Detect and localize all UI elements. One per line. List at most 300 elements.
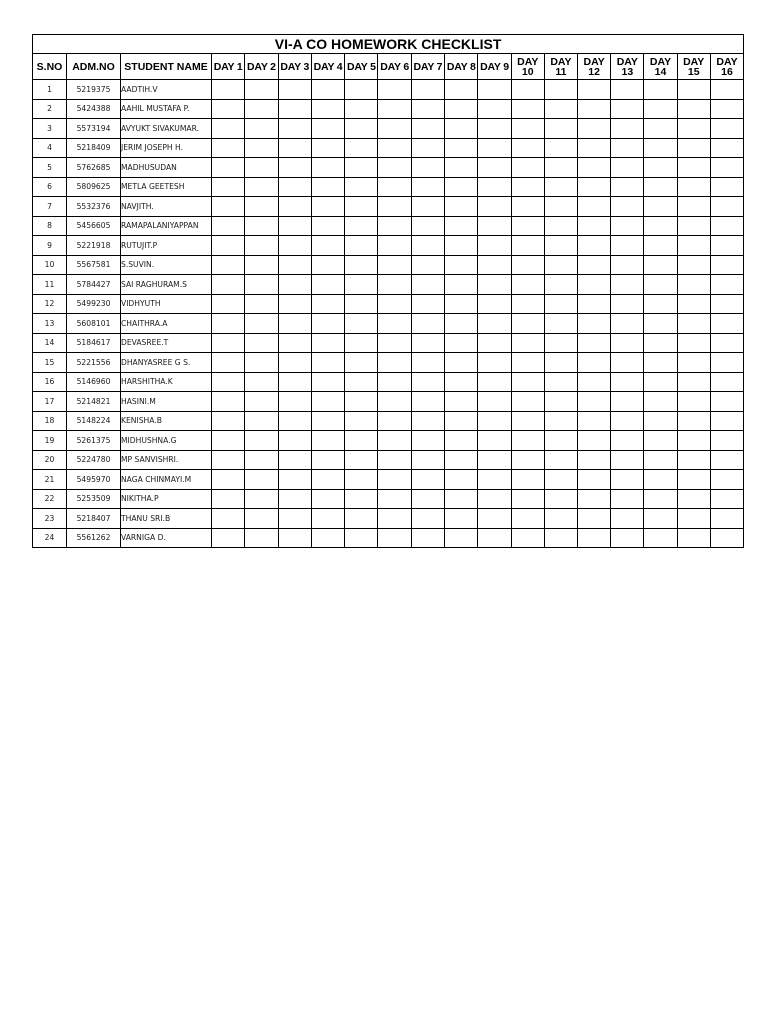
day-14-check-cell[interactable] (644, 158, 677, 178)
day-11-check-cell[interactable] (544, 470, 577, 490)
day-6-check-cell[interactable] (378, 333, 411, 353)
day-5-check-cell[interactable] (345, 372, 378, 392)
day-16-check-cell[interactable] (710, 294, 743, 314)
day-4-check-cell[interactable] (311, 392, 344, 412)
day-9-check-cell[interactable] (478, 158, 511, 178)
day-16-check-cell[interactable] (710, 509, 743, 529)
day-16-check-cell[interactable] (710, 197, 743, 217)
day-5-check-cell[interactable] (345, 353, 378, 373)
day-12-check-cell[interactable] (578, 489, 611, 509)
day-14-check-cell[interactable] (644, 294, 677, 314)
day-2-check-cell[interactable] (245, 509, 278, 529)
day-8-check-cell[interactable] (445, 80, 478, 100)
day-14-check-cell[interactable] (644, 236, 677, 256)
day-16-check-cell[interactable] (710, 138, 743, 158)
day-15-check-cell[interactable] (677, 353, 710, 373)
day-8-check-cell[interactable] (445, 392, 478, 412)
day-15-check-cell[interactable] (677, 489, 710, 509)
day-11-check-cell[interactable] (544, 528, 577, 548)
day-10-check-cell[interactable] (511, 489, 544, 509)
day-8-check-cell[interactable] (445, 509, 478, 529)
day-2-check-cell[interactable] (245, 411, 278, 431)
day-7-check-cell[interactable] (411, 138, 444, 158)
day-1-check-cell[interactable] (212, 255, 245, 275)
day-6-check-cell[interactable] (378, 450, 411, 470)
day-16-check-cell[interactable] (710, 450, 743, 470)
day-4-check-cell[interactable] (311, 411, 344, 431)
day-5-check-cell[interactable] (345, 333, 378, 353)
day-6-check-cell[interactable] (378, 197, 411, 217)
day-10-check-cell[interactable] (511, 216, 544, 236)
day-6-check-cell[interactable] (378, 138, 411, 158)
day-12-check-cell[interactable] (578, 236, 611, 256)
day-10-check-cell[interactable] (511, 470, 544, 490)
day-5-check-cell[interactable] (345, 431, 378, 451)
day-7-check-cell[interactable] (411, 528, 444, 548)
day-9-check-cell[interactable] (478, 138, 511, 158)
day-3-check-cell[interactable] (278, 99, 311, 119)
day-8-check-cell[interactable] (445, 333, 478, 353)
day-7-check-cell[interactable] (411, 333, 444, 353)
day-3-check-cell[interactable] (278, 431, 311, 451)
day-6-check-cell[interactable] (378, 353, 411, 373)
day-13-check-cell[interactable] (611, 489, 644, 509)
day-12-check-cell[interactable] (578, 372, 611, 392)
day-15-check-cell[interactable] (677, 392, 710, 412)
day-13-check-cell[interactable] (611, 158, 644, 178)
day-10-check-cell[interactable] (511, 236, 544, 256)
day-10-check-cell[interactable] (511, 158, 544, 178)
day-7-check-cell[interactable] (411, 158, 444, 178)
day-10-check-cell[interactable] (511, 353, 544, 373)
day-4-check-cell[interactable] (311, 294, 344, 314)
day-6-check-cell[interactable] (378, 275, 411, 295)
day-5-check-cell[interactable] (345, 528, 378, 548)
day-2-check-cell[interactable] (245, 431, 278, 451)
day-1-check-cell[interactable] (212, 431, 245, 451)
day-8-check-cell[interactable] (445, 294, 478, 314)
day-13-check-cell[interactable] (611, 509, 644, 529)
day-11-check-cell[interactable] (544, 353, 577, 373)
day-3-check-cell[interactable] (278, 450, 311, 470)
day-12-check-cell[interactable] (578, 80, 611, 100)
day-14-check-cell[interactable] (644, 353, 677, 373)
day-11-check-cell[interactable] (544, 489, 577, 509)
day-12-check-cell[interactable] (578, 392, 611, 412)
day-2-check-cell[interactable] (245, 333, 278, 353)
day-3-check-cell[interactable] (278, 216, 311, 236)
day-14-check-cell[interactable] (644, 411, 677, 431)
day-3-check-cell[interactable] (278, 177, 311, 197)
day-6-check-cell[interactable] (378, 314, 411, 334)
day-12-check-cell[interactable] (578, 197, 611, 217)
day-5-check-cell[interactable] (345, 509, 378, 529)
day-10-check-cell[interactable] (511, 392, 544, 412)
day-6-check-cell[interactable] (378, 470, 411, 490)
day-9-check-cell[interactable] (478, 177, 511, 197)
day-6-check-cell[interactable] (378, 431, 411, 451)
day-16-check-cell[interactable] (710, 255, 743, 275)
day-6-check-cell[interactable] (378, 80, 411, 100)
day-5-check-cell[interactable] (345, 392, 378, 412)
day-12-check-cell[interactable] (578, 294, 611, 314)
day-9-check-cell[interactable] (478, 216, 511, 236)
day-8-check-cell[interactable] (445, 431, 478, 451)
day-7-check-cell[interactable] (411, 450, 444, 470)
day-13-check-cell[interactable] (611, 294, 644, 314)
day-6-check-cell[interactable] (378, 255, 411, 275)
day-11-check-cell[interactable] (544, 275, 577, 295)
day-12-check-cell[interactable] (578, 450, 611, 470)
day-13-check-cell[interactable] (611, 411, 644, 431)
day-14-check-cell[interactable] (644, 333, 677, 353)
day-1-check-cell[interactable] (212, 411, 245, 431)
day-1-check-cell[interactable] (212, 177, 245, 197)
day-9-check-cell[interactable] (478, 528, 511, 548)
day-14-check-cell[interactable] (644, 431, 677, 451)
day-1-check-cell[interactable] (212, 450, 245, 470)
day-9-check-cell[interactable] (478, 294, 511, 314)
day-6-check-cell[interactable] (378, 158, 411, 178)
day-8-check-cell[interactable] (445, 197, 478, 217)
day-10-check-cell[interactable] (511, 372, 544, 392)
day-8-check-cell[interactable] (445, 450, 478, 470)
day-10-check-cell[interactable] (511, 197, 544, 217)
day-13-check-cell[interactable] (611, 216, 644, 236)
day-1-check-cell[interactable] (212, 353, 245, 373)
day-16-check-cell[interactable] (710, 275, 743, 295)
day-3-check-cell[interactable] (278, 158, 311, 178)
day-15-check-cell[interactable] (677, 450, 710, 470)
day-5-check-cell[interactable] (345, 158, 378, 178)
day-4-check-cell[interactable] (311, 158, 344, 178)
day-7-check-cell[interactable] (411, 275, 444, 295)
day-12-check-cell[interactable] (578, 138, 611, 158)
day-6-check-cell[interactable] (378, 411, 411, 431)
day-9-check-cell[interactable] (478, 99, 511, 119)
day-7-check-cell[interactable] (411, 255, 444, 275)
day-16-check-cell[interactable] (710, 431, 743, 451)
day-13-check-cell[interactable] (611, 255, 644, 275)
day-6-check-cell[interactable] (378, 236, 411, 256)
day-8-check-cell[interactable] (445, 275, 478, 295)
day-5-check-cell[interactable] (345, 80, 378, 100)
day-2-check-cell[interactable] (245, 294, 278, 314)
day-2-check-cell[interactable] (245, 158, 278, 178)
day-6-check-cell[interactable] (378, 392, 411, 412)
day-11-check-cell[interactable] (544, 119, 577, 139)
day-4-check-cell[interactable] (311, 255, 344, 275)
day-13-check-cell[interactable] (611, 80, 644, 100)
day-16-check-cell[interactable] (710, 470, 743, 490)
day-15-check-cell[interactable] (677, 372, 710, 392)
day-1-check-cell[interactable] (212, 80, 245, 100)
day-7-check-cell[interactable] (411, 470, 444, 490)
day-14-check-cell[interactable] (644, 80, 677, 100)
day-15-check-cell[interactable] (677, 314, 710, 334)
day-9-check-cell[interactable] (478, 236, 511, 256)
day-13-check-cell[interactable] (611, 314, 644, 334)
day-4-check-cell[interactable] (311, 450, 344, 470)
day-3-check-cell[interactable] (278, 197, 311, 217)
day-9-check-cell[interactable] (478, 450, 511, 470)
day-2-check-cell[interactable] (245, 275, 278, 295)
day-3-check-cell[interactable] (278, 509, 311, 529)
day-3-check-cell[interactable] (278, 411, 311, 431)
day-9-check-cell[interactable] (478, 509, 511, 529)
day-9-check-cell[interactable] (478, 392, 511, 412)
day-13-check-cell[interactable] (611, 236, 644, 256)
day-14-check-cell[interactable] (644, 450, 677, 470)
day-9-check-cell[interactable] (478, 314, 511, 334)
day-9-check-cell[interactable] (478, 431, 511, 451)
day-13-check-cell[interactable] (611, 528, 644, 548)
day-12-check-cell[interactable] (578, 333, 611, 353)
day-8-check-cell[interactable] (445, 138, 478, 158)
day-11-check-cell[interactable] (544, 255, 577, 275)
day-15-check-cell[interactable] (677, 236, 710, 256)
day-15-check-cell[interactable] (677, 294, 710, 314)
day-14-check-cell[interactable] (644, 99, 677, 119)
day-8-check-cell[interactable] (445, 314, 478, 334)
day-12-check-cell[interactable] (578, 216, 611, 236)
day-15-check-cell[interactable] (677, 255, 710, 275)
day-8-check-cell[interactable] (445, 119, 478, 139)
day-5-check-cell[interactable] (345, 489, 378, 509)
day-8-check-cell[interactable] (445, 177, 478, 197)
day-7-check-cell[interactable] (411, 489, 444, 509)
day-14-check-cell[interactable] (644, 119, 677, 139)
day-2-check-cell[interactable] (245, 372, 278, 392)
day-8-check-cell[interactable] (445, 528, 478, 548)
day-8-check-cell[interactable] (445, 216, 478, 236)
day-13-check-cell[interactable] (611, 392, 644, 412)
day-7-check-cell[interactable] (411, 314, 444, 334)
day-2-check-cell[interactable] (245, 392, 278, 412)
day-14-check-cell[interactable] (644, 372, 677, 392)
day-5-check-cell[interactable] (345, 197, 378, 217)
day-6-check-cell[interactable] (378, 99, 411, 119)
day-7-check-cell[interactable] (411, 411, 444, 431)
day-9-check-cell[interactable] (478, 275, 511, 295)
day-14-check-cell[interactable] (644, 255, 677, 275)
day-15-check-cell[interactable] (677, 177, 710, 197)
day-10-check-cell[interactable] (511, 255, 544, 275)
day-12-check-cell[interactable] (578, 470, 611, 490)
day-15-check-cell[interactable] (677, 119, 710, 139)
day-9-check-cell[interactable] (478, 333, 511, 353)
day-7-check-cell[interactable] (411, 353, 444, 373)
day-6-check-cell[interactable] (378, 372, 411, 392)
day-9-check-cell[interactable] (478, 489, 511, 509)
day-15-check-cell[interactable] (677, 509, 710, 529)
day-8-check-cell[interactable] (445, 372, 478, 392)
day-2-check-cell[interactable] (245, 314, 278, 334)
day-2-check-cell[interactable] (245, 528, 278, 548)
day-16-check-cell[interactable] (710, 80, 743, 100)
day-6-check-cell[interactable] (378, 216, 411, 236)
day-2-check-cell[interactable] (245, 80, 278, 100)
day-14-check-cell[interactable] (644, 275, 677, 295)
day-4-check-cell[interactable] (311, 528, 344, 548)
day-13-check-cell[interactable] (611, 119, 644, 139)
day-11-check-cell[interactable] (544, 99, 577, 119)
day-3-check-cell[interactable] (278, 119, 311, 139)
day-10-check-cell[interactable] (511, 509, 544, 529)
day-2-check-cell[interactable] (245, 99, 278, 119)
day-4-check-cell[interactable] (311, 80, 344, 100)
day-15-check-cell[interactable] (677, 99, 710, 119)
day-11-check-cell[interactable] (544, 158, 577, 178)
day-15-check-cell[interactable] (677, 158, 710, 178)
day-14-check-cell[interactable] (644, 216, 677, 236)
day-4-check-cell[interactable] (311, 119, 344, 139)
day-11-check-cell[interactable] (544, 236, 577, 256)
day-7-check-cell[interactable] (411, 372, 444, 392)
day-14-check-cell[interactable] (644, 138, 677, 158)
day-16-check-cell[interactable] (710, 372, 743, 392)
day-7-check-cell[interactable] (411, 197, 444, 217)
day-1-check-cell[interactable] (212, 294, 245, 314)
day-9-check-cell[interactable] (478, 255, 511, 275)
day-2-check-cell[interactable] (245, 216, 278, 236)
day-1-check-cell[interactable] (212, 275, 245, 295)
day-11-check-cell[interactable] (544, 138, 577, 158)
day-11-check-cell[interactable] (544, 314, 577, 334)
day-13-check-cell[interactable] (611, 197, 644, 217)
day-15-check-cell[interactable] (677, 528, 710, 548)
day-11-check-cell[interactable] (544, 197, 577, 217)
day-2-check-cell[interactable] (245, 353, 278, 373)
day-13-check-cell[interactable] (611, 470, 644, 490)
day-13-check-cell[interactable] (611, 431, 644, 451)
day-6-check-cell[interactable] (378, 509, 411, 529)
day-5-check-cell[interactable] (345, 119, 378, 139)
day-11-check-cell[interactable] (544, 411, 577, 431)
day-7-check-cell[interactable] (411, 392, 444, 412)
day-8-check-cell[interactable] (445, 236, 478, 256)
day-12-check-cell[interactable] (578, 528, 611, 548)
day-2-check-cell[interactable] (245, 489, 278, 509)
day-5-check-cell[interactable] (345, 294, 378, 314)
day-12-check-cell[interactable] (578, 411, 611, 431)
day-12-check-cell[interactable] (578, 255, 611, 275)
day-16-check-cell[interactable] (710, 216, 743, 236)
day-15-check-cell[interactable] (677, 197, 710, 217)
day-5-check-cell[interactable] (345, 275, 378, 295)
day-7-check-cell[interactable] (411, 236, 444, 256)
day-16-check-cell[interactable] (710, 99, 743, 119)
day-9-check-cell[interactable] (478, 470, 511, 490)
day-16-check-cell[interactable] (710, 236, 743, 256)
day-12-check-cell[interactable] (578, 158, 611, 178)
day-2-check-cell[interactable] (245, 177, 278, 197)
day-3-check-cell[interactable] (278, 236, 311, 256)
day-4-check-cell[interactable] (311, 99, 344, 119)
day-14-check-cell[interactable] (644, 489, 677, 509)
day-5-check-cell[interactable] (345, 99, 378, 119)
day-3-check-cell[interactable] (278, 489, 311, 509)
day-8-check-cell[interactable] (445, 99, 478, 119)
day-10-check-cell[interactable] (511, 119, 544, 139)
day-5-check-cell[interactable] (345, 216, 378, 236)
day-10-check-cell[interactable] (511, 80, 544, 100)
day-10-check-cell[interactable] (511, 314, 544, 334)
day-1-check-cell[interactable] (212, 216, 245, 236)
day-9-check-cell[interactable] (478, 353, 511, 373)
day-12-check-cell[interactable] (578, 177, 611, 197)
day-2-check-cell[interactable] (245, 236, 278, 256)
day-13-check-cell[interactable] (611, 177, 644, 197)
day-16-check-cell[interactable] (710, 333, 743, 353)
day-8-check-cell[interactable] (445, 353, 478, 373)
day-12-check-cell[interactable] (578, 99, 611, 119)
day-11-check-cell[interactable] (544, 333, 577, 353)
day-5-check-cell[interactable] (345, 450, 378, 470)
day-11-check-cell[interactable] (544, 450, 577, 470)
day-4-check-cell[interactable] (311, 314, 344, 334)
day-1-check-cell[interactable] (212, 119, 245, 139)
day-10-check-cell[interactable] (511, 275, 544, 295)
day-7-check-cell[interactable] (411, 294, 444, 314)
day-4-check-cell[interactable] (311, 489, 344, 509)
day-14-check-cell[interactable] (644, 528, 677, 548)
day-3-check-cell[interactable] (278, 372, 311, 392)
day-13-check-cell[interactable] (611, 450, 644, 470)
day-7-check-cell[interactable] (411, 177, 444, 197)
day-11-check-cell[interactable] (544, 80, 577, 100)
day-15-check-cell[interactable] (677, 333, 710, 353)
day-11-check-cell[interactable] (544, 372, 577, 392)
day-8-check-cell[interactable] (445, 158, 478, 178)
day-7-check-cell[interactable] (411, 80, 444, 100)
day-16-check-cell[interactable] (710, 119, 743, 139)
day-3-check-cell[interactable] (278, 275, 311, 295)
day-14-check-cell[interactable] (644, 314, 677, 334)
day-9-check-cell[interactable] (478, 197, 511, 217)
day-6-check-cell[interactable] (378, 489, 411, 509)
day-7-check-cell[interactable] (411, 99, 444, 119)
day-10-check-cell[interactable] (511, 431, 544, 451)
day-3-check-cell[interactable] (278, 294, 311, 314)
day-4-check-cell[interactable] (311, 138, 344, 158)
day-2-check-cell[interactable] (245, 197, 278, 217)
day-1-check-cell[interactable] (212, 528, 245, 548)
day-3-check-cell[interactable] (278, 333, 311, 353)
day-11-check-cell[interactable] (544, 509, 577, 529)
day-14-check-cell[interactable] (644, 177, 677, 197)
day-3-check-cell[interactable] (278, 353, 311, 373)
day-16-check-cell[interactable] (710, 177, 743, 197)
day-16-check-cell[interactable] (710, 489, 743, 509)
day-1-check-cell[interactable] (212, 236, 245, 256)
day-7-check-cell[interactable] (411, 119, 444, 139)
day-15-check-cell[interactable] (677, 80, 710, 100)
day-2-check-cell[interactable] (245, 138, 278, 158)
day-14-check-cell[interactable] (644, 392, 677, 412)
day-11-check-cell[interactable] (544, 392, 577, 412)
day-10-check-cell[interactable] (511, 99, 544, 119)
day-1-check-cell[interactable] (212, 333, 245, 353)
day-8-check-cell[interactable] (445, 489, 478, 509)
day-3-check-cell[interactable] (278, 255, 311, 275)
day-13-check-cell[interactable] (611, 99, 644, 119)
day-4-check-cell[interactable] (311, 372, 344, 392)
day-9-check-cell[interactable] (478, 411, 511, 431)
day-10-check-cell[interactable] (511, 528, 544, 548)
day-5-check-cell[interactable] (345, 255, 378, 275)
day-4-check-cell[interactable] (311, 275, 344, 295)
